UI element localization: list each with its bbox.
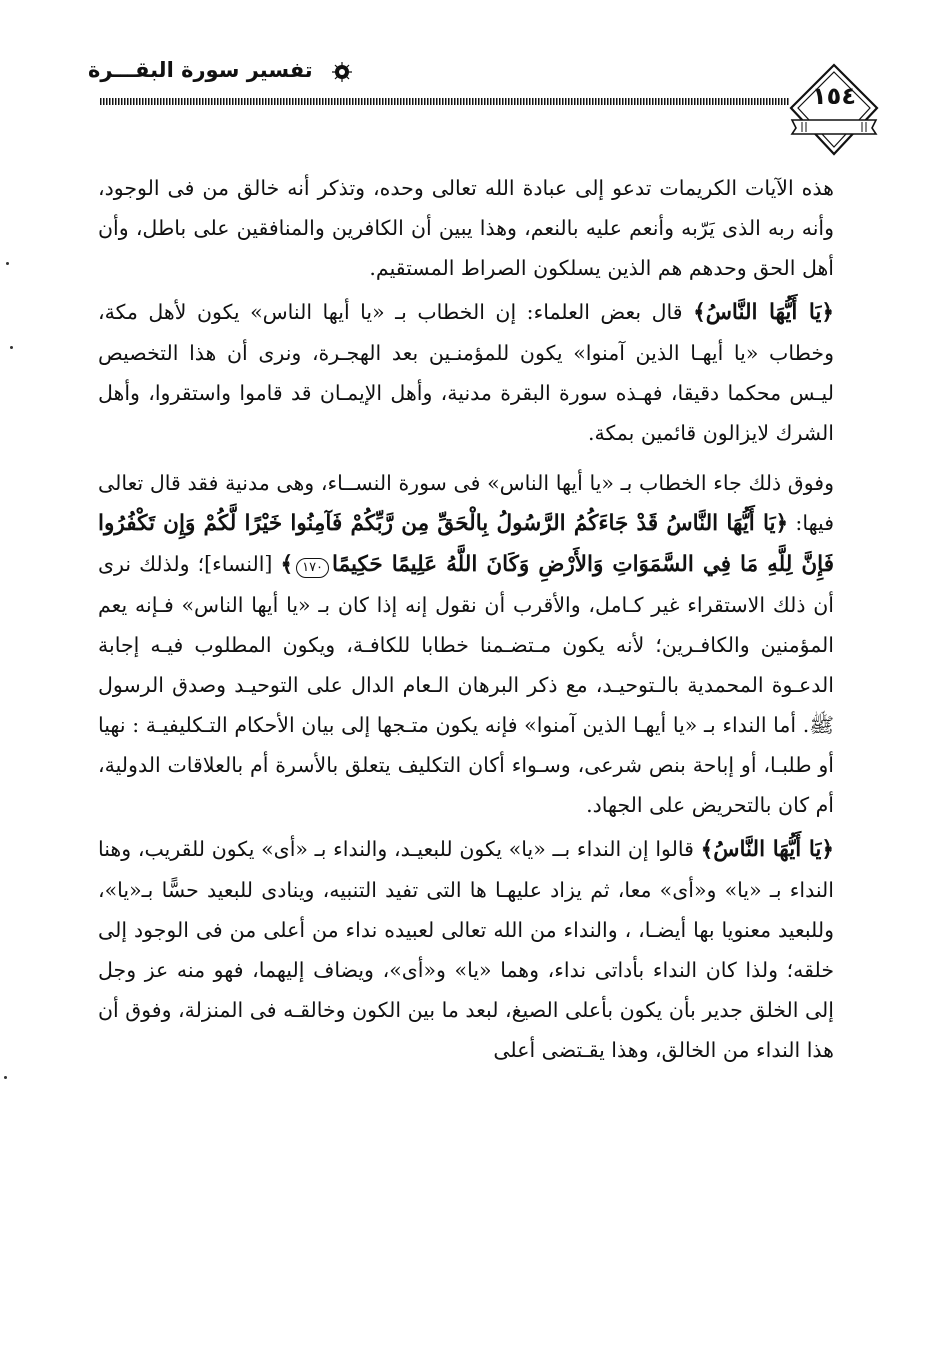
body-text [98, 168, 864, 1070]
paragraph-text: قال بعض العلماء: إن الخطاب بـ «يا أيها الناس» يكون لأهل مكة، وخطاب «يا أيهـا الذين آمنوا» يكون للمؤمنـين بعد الهجـرة، ونرى أن هذا التخصيص ليـس محكما دقيقا، فهـذه سورة البقرة مدنية، وأهل الإيمـان قد قاموا واستقروا، وأهل الشرك لايزالون قائمين بمكة. [98, 300, 834, 445]
paragraph [98, 168, 864, 288]
running-header-title: تفسير سورة البقـــرة [88, 58, 313, 82]
header-rule-line [100, 98, 790, 105]
scan-speck [6, 262, 9, 265]
paragraph-text: قالوا إن النداء بــ «يا» يكون للبعيـد، والنداء بـ «أى» يكون للقريب، وهنا النداء بـ «يا» و«أى» معا، ثم يزاد عليهـا ها التى تفيد التنبيه، وينادى للبعيد حسًّا بـ«يا»، وللبعيد معنويا بها أيضـا، ، والنداء من الله تعالى لعبيده نداء من أعلى من فى الوجود إلى خلقه؛ ولذا كان النداء بأداتى نداء، وهما «يا» و«أى»، ويضاف إليهما، فهو منه عز وجل إلى الخلق جدير بأن يكون بأعلى الصيغ، لبعد ما بين الكون وخالقـه فى المنزلة، وفوق أن هذا النداء من الخالق، وهذا يقـتضى أعلى [98, 837, 834, 1062]
quran-verse: ﴿يَا أَيُّهَا النَّاسُ﴾ [700, 837, 834, 862]
quran-verse: ﴿يَا أَيُّهَا النَّاسُ﴾ [693, 300, 834, 325]
diamond-banner-ornament-icon [788, 62, 880, 160]
verse-number-badge: ١٧٠ [296, 558, 329, 578]
paragraph [98, 829, 864, 1070]
ornament-bullet-icon [332, 62, 352, 82]
paragraph-text: هذه الآيات الكريمات تدعو إلى عبادة الله تعالى وحده، وتذكر أنه خالق من فى الوجود، وأنه ربه الذى يَرّبه وأنعم عليه بالنعم، وهذا يبين أن الكافرين والمنافقين على باطل، وأن أهل الحق وحدهم هم الذين يسلكون الصراط المستقيم. [98, 176, 834, 280]
page-number: ١٥٤ [812, 82, 856, 110]
paragraph-text: [النساء]؛ ولذلك نرى أن ذلك الاستقراء غير كـامل، والأقرب أن نقول إنه إذا كان بـ «يا أيها الناس» فـإنه يعم المؤمنين والكافـرين؛ لأنه يكون مـتضـمنا خطابا للكافـة، ويكون المطلوب فيـه إجابة الدعـوة المحمدية بالـتوحيـد، مع ذكر البرهان الـعام الدال على التوحيـد وصدق الرسول ﷺ. أما النداء بـ «يا أيهـا الذين آمنوا» فإنه يكون متـجها إلى بيان الأحكام التـكليفيـة : نهيا أو طلبـا، أو إباحة بنص شرعى، وسـواء أكان التكليف يتعلق بالأسرة أم بالعلاقات الدولية، أم كان بالتحريض على الجهاد. [98, 552, 834, 817]
quran-verse-close: ﴾ [280, 552, 294, 577]
scan-speck [10, 346, 13, 349]
quran-verse: ﴿يَا أَيُّهَا النَّاسُ قَدْ جَاءَكُمُ الرَّسُولُ بِالْحَقِّ مِن رَّبِّكُمْ فَآمِنُوا خَيْرًا لَّكُمْ وَإِن تَكْفُرُوا فَإِنَّ لِلَّهِ مَا فِي السَّمَوَاتِ وَالأَرْضِ وَكَانَ اللَّهُ عَلِيمًا حَكِيمًا [98, 511, 834, 577]
scan-speck [4, 1076, 7, 1079]
paragraph-text: وفوق ذلك جاء الخطاب بـ «يا أيها الناس» فى سورة النســاء، وهى مدنية فقد قال تعالى فيها: [98, 471, 834, 535]
paragraph [98, 292, 864, 453]
paragraph [98, 463, 864, 825]
